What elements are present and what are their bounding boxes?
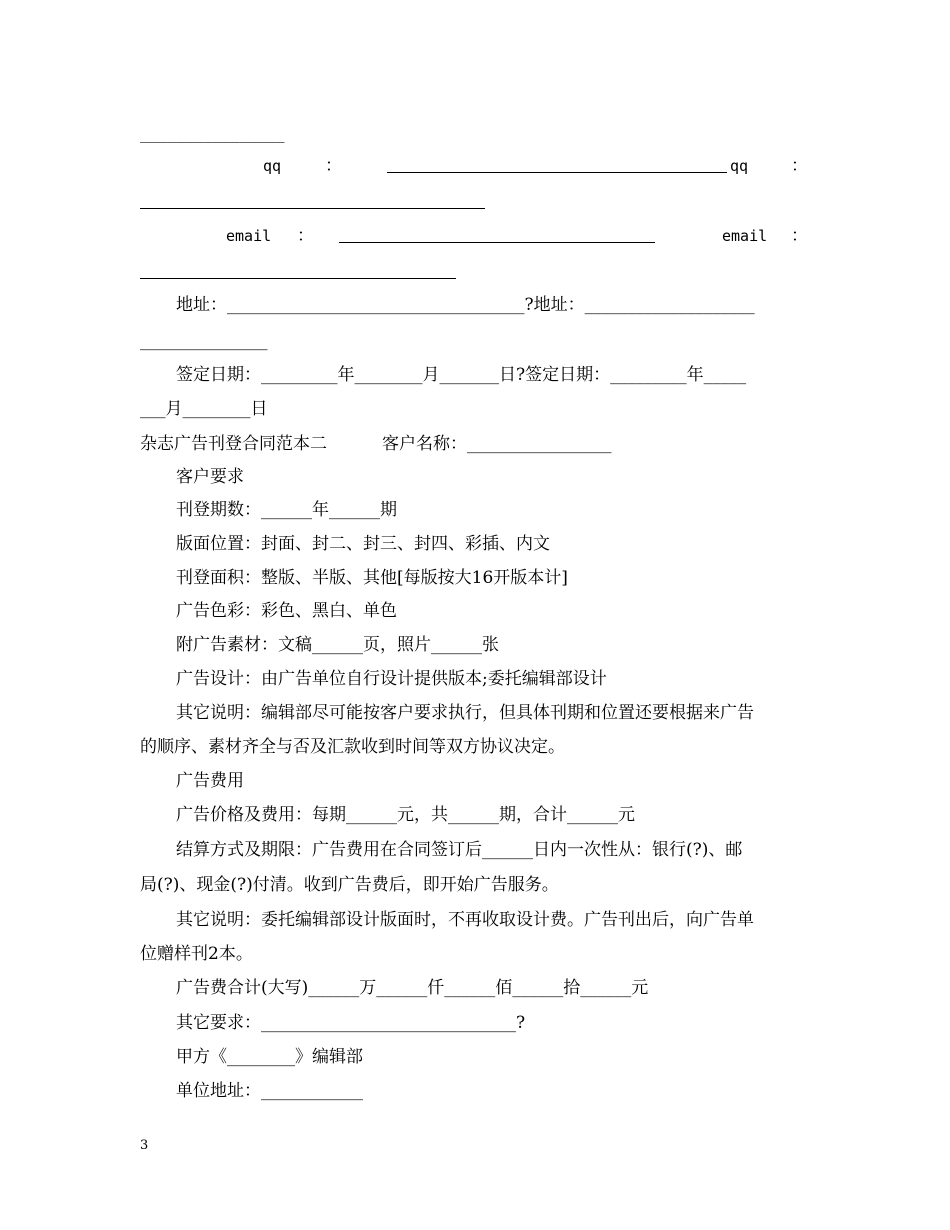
body-line: 刊登期数：______年______期: [176, 500, 397, 520]
section-heading-ad-fees: 广告费用: [176, 771, 244, 791]
sign-date-continuation: ___月________日: [140, 399, 268, 419]
contract-title: 杂志广告刊登合同范本二: [140, 434, 327, 454]
top-rule: ________________: [140, 125, 285, 143]
qq-label-left: qq: [263, 157, 282, 175]
qq-continuation: [140, 208, 485, 209]
section-heading-customer-requirements: 客户要求: [176, 467, 244, 487]
email-colon-right: ：: [791, 226, 808, 246]
body-line: 广告设计：由广告单位自行设计提供版本;委托编辑部设计: [176, 669, 607, 689]
page-number: 3: [140, 1138, 149, 1153]
email-blank-left: [339, 242, 655, 243]
email-label-left: email: [226, 227, 272, 245]
body-line: 结算方式及期限：广告费用在合同签订后______日内一次性从：银行(?)、邮: [176, 840, 743, 860]
body-line: 广告色彩：彩色、黑白、单色: [176, 601, 397, 621]
email-continuation: [140, 278, 456, 279]
body-line: 广告价格及费用：每期______元，共______期，合计______元: [176, 805, 635, 825]
email-label-right: email: [722, 227, 768, 245]
body-line: 的顺序、素材齐全与否及汇款收到时间等双方协议决定。: [140, 737, 565, 757]
body-line: 其它要求：______________________________?: [176, 1013, 526, 1033]
address-line: 地址：___________________________________?地址：____________________: [176, 295, 755, 315]
body-line: 局(?)、现金(?)付清。收到广告费后，即开始广告服务。: [140, 875, 559, 895]
qq-blank-left: [387, 172, 727, 173]
body-line: 版面位置：封面、封二、封三、封四、彩插、内文: [176, 534, 550, 554]
body-line: 刊登面积：整版、半版、其他[每版按大16开版本计]: [176, 568, 568, 588]
body-line: 其它说明：委托编辑部设计版面时，不再收取设计费。广告刊出后，向广告单: [176, 910, 754, 930]
qq-colon-right: ：: [791, 156, 808, 176]
address-continuation: _______________: [140, 331, 268, 351]
body-line: 甲方《________》编辑部: [176, 1047, 363, 1067]
body-line: 单位地址：____________: [176, 1081, 363, 1101]
body-line: 位赠样刊2本。: [140, 944, 253, 964]
customer-name-field: 客户名称：_________________: [382, 434, 612, 454]
email-colon-left: ：: [297, 226, 314, 246]
sign-date-line: 签定日期：_________年________月_______日?签定日期：_________年_____: [176, 365, 747, 385]
body-line: 广告费合计(大写)______万______仟______佰______拾______元: [176, 978, 649, 998]
body-line: 其它说明：编辑部尽可能按客户要求执行，但具体刊期和位置还要根据来广告: [176, 703, 754, 723]
body-line: 附广告素材：文稿______页，照片______张: [176, 635, 499, 655]
qq-colon-left: ：: [325, 156, 342, 176]
qq-label-right: qq: [730, 157, 749, 175]
